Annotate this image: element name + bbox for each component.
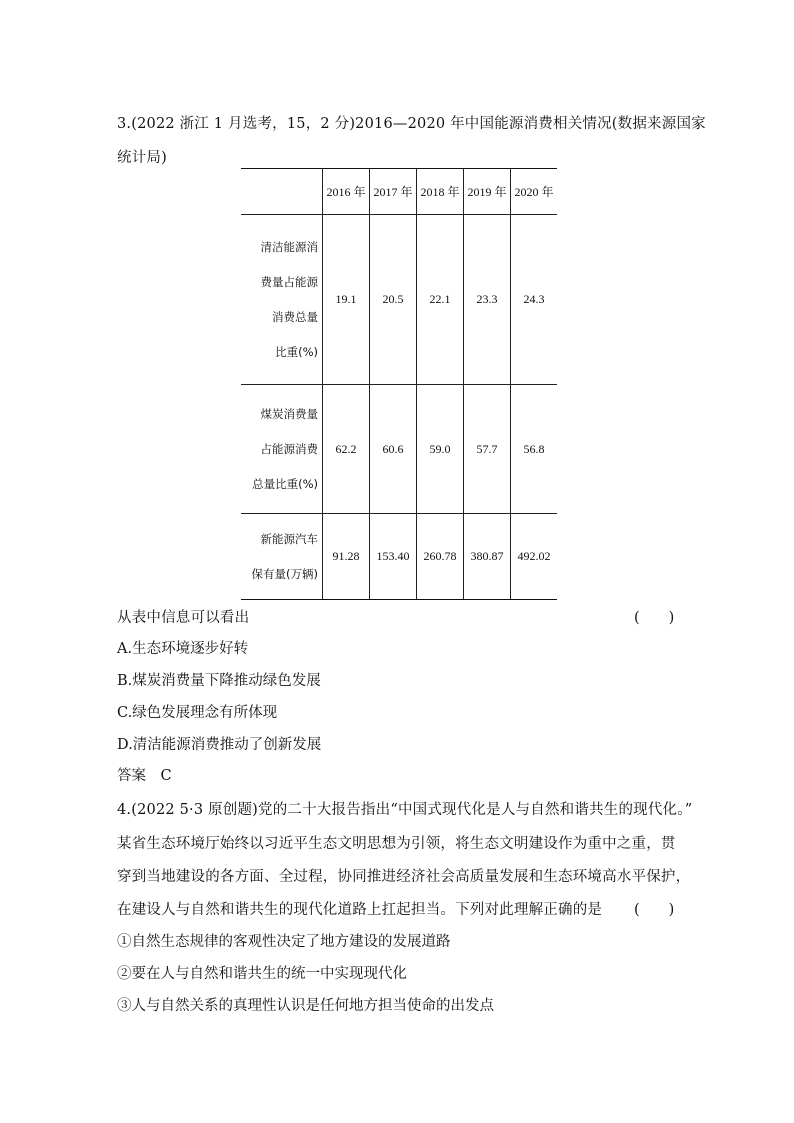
answer-blank: ( ): [634, 902, 675, 918]
table-cell: 492.02: [511, 514, 558, 600]
table-cell: 56.8: [511, 385, 558, 514]
row-label-line: 新能源汽车: [260, 531, 318, 546]
table-cell: 62.2: [323, 385, 370, 514]
row-label-nev: [241, 514, 323, 600]
table-row: [241, 514, 557, 600]
year-header: 2020 年: [511, 169, 558, 215]
statement-2: ②要在人与自然和谐共生的统一中实现现代化: [117, 966, 407, 982]
question-4-line: 4.(2022 5·3 原创题)党的二十大报告指出“中国式现代化是人与自然和谐共生的现代化。”: [117, 802, 693, 818]
question-4-line: 在建设人与自然和谐共生的现代化道路上扛起担当。下列对此理解正确的是: [117, 902, 603, 918]
table-row: [241, 385, 557, 514]
table-cell: 57.7: [464, 385, 511, 514]
table-cell: 60.6: [370, 385, 417, 514]
table-cell: 260.78: [417, 514, 464, 600]
answer-line: 答案 C: [117, 768, 172, 784]
table-corner: [241, 169, 323, 215]
table-cell: 153.40: [370, 514, 417, 600]
table-cell: 22.1: [417, 215, 464, 385]
table-row: [241, 215, 557, 385]
year-header: 2019 年: [464, 169, 511, 215]
table-cell: 24.3: [511, 215, 558, 385]
question-3-title-cont: 统计局): [117, 150, 167, 166]
row-label-line: 煤炭消费量: [260, 406, 318, 421]
row-label-coal: [241, 385, 323, 514]
question-3-title: 3.(2022 浙江 1 月选考，15，2 分)2016—2020 年中国能源消费相关情况(数据来源国家: [117, 116, 706, 132]
table-cell: 380.87: [464, 514, 511, 600]
statement-1: ①自然生态规律的客观性决定了地方建设的发展道路: [117, 934, 451, 950]
row-label-line: 消费总量: [272, 309, 318, 324]
table-cell: 19.1: [323, 215, 370, 385]
row-label-clean-energy: [241, 215, 323, 385]
table-cell: 59.0: [417, 385, 464, 514]
year-header: 2017 年: [370, 169, 417, 215]
option-d: D.清洁能源消费推动了创新发展: [117, 737, 322, 753]
row-label-line: 比重(%): [275, 344, 318, 359]
year-header: 2016 年: [323, 169, 370, 215]
energy-table: [241, 168, 557, 600]
row-label-line: 费量占能源: [260, 274, 318, 289]
row-label-line: 总量比重(%): [252, 476, 318, 491]
answer-blank: ( ): [634, 610, 675, 626]
table-header-row: [241, 169, 557, 215]
question-4-line: 穿到当地建设的各方面、全过程，协同推进经济社会高质量发展和生态环境高水平保护，: [117, 869, 691, 885]
table-cell: 23.3: [464, 215, 511, 385]
row-label-line: 占能源消费: [260, 441, 318, 456]
row-label-line: 保有量(万辆): [251, 566, 318, 581]
option-b: B.煤炭消费量下降推动绿色发展: [117, 673, 321, 689]
statement-3: ③人与自然关系的真理性认识是任何地方担当使命的出发点: [117, 998, 494, 1014]
question-3-stem: 从表中信息可以看出: [117, 610, 250, 626]
row-label-line: 清洁能源消: [260, 239, 318, 254]
year-header: 2018 年: [417, 169, 464, 215]
question-4-line: 某省生态环境厅始终以习近平生态文明思想为引领，将生态文明建设作为重中之重，贯: [117, 836, 676, 852]
option-a: A.生态环境逐步好转: [117, 641, 249, 657]
table-cell: 91.28: [323, 514, 370, 600]
option-c: C.绿色发展理念有所体现: [117, 705, 278, 721]
table-cell: 20.5: [370, 215, 417, 385]
